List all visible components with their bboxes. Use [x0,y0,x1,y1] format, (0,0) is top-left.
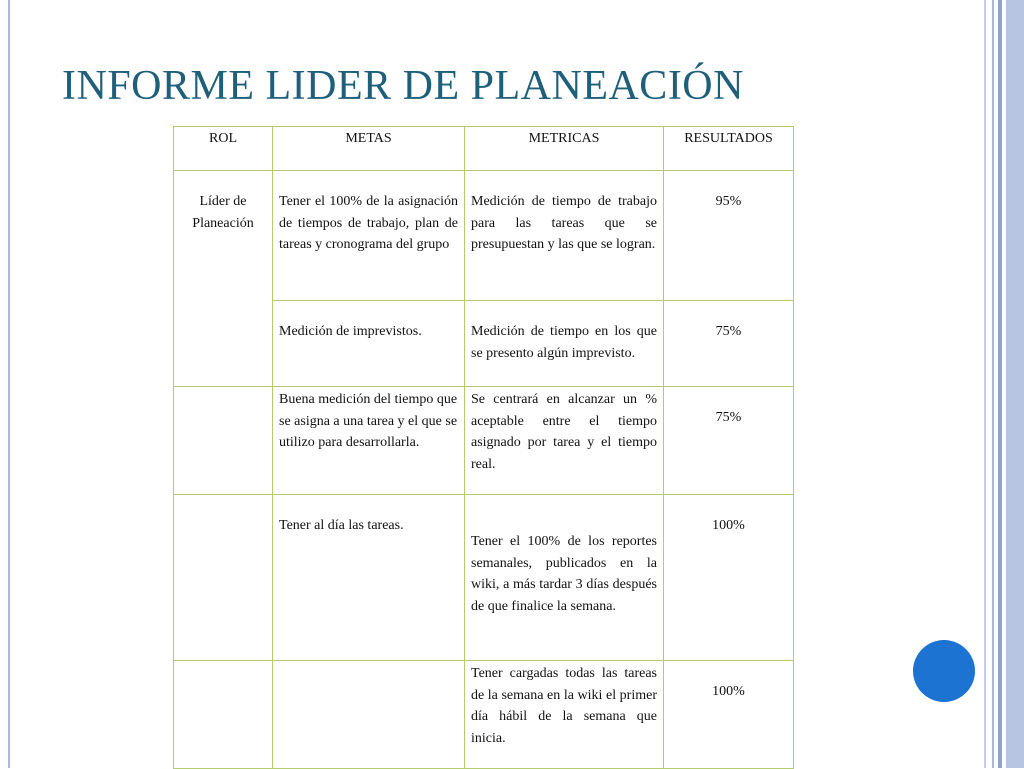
rol-cell [174,495,273,661]
header-rol: ROL [174,127,273,171]
metrica-cell: Medición de tiempo de trabajo para las tareas que se presupuestan y las que se logran. [465,171,664,301]
table-header-row [174,127,794,171]
table-row [174,661,794,769]
resultado-cell: 95% [664,171,794,301]
metrica-cell: Tener cargadas todas las tareas de la semana en la wiki el primer día hábil de la semana que inicia. [465,661,664,769]
header-metricas: METRICAS [465,127,664,171]
left-decorative-rule [8,0,10,768]
meta-cell: Tener al día las tareas. [273,495,465,661]
slide-title: INFORME LIDER DE PLANEACIÓN [62,63,744,109]
table-row [174,495,794,661]
meta-cell: Medición de imprevistos. [273,301,465,387]
header-resultados: RESULTADOS [664,127,794,171]
resultado-cell: 75% [664,301,794,387]
metrica-cell: Se centrará en alcanzar un % aceptable entre el tiempo asignado por tarea y el tiempo real. [465,387,664,495]
decorative-circle [913,640,975,702]
resultado-cell: 100% [664,661,794,769]
report-table [173,126,794,769]
resultado-cell: 75% [664,387,794,495]
meta-cell: Tener el 100% de la asignación de tiempos de trabajo, plan de tareas y cronograma del grupo [273,171,465,301]
meta-cell [273,661,465,769]
metrica-cell: Tener el 100% de los reportes semanales, publicados en la wiki, a más tardar 3 días después de que finalice la semana. [465,495,664,661]
rol-cell [174,387,273,495]
metrica-cell: Medición de tiempo en los que se presento algún imprevisto. [465,301,664,387]
right-decorative-border [978,0,1024,768]
resultado-cell: 100% [664,495,794,661]
table-row [174,171,794,301]
meta-cell: Buena medición del tiempo que se asigna a una tarea y el que se utilizo para desarrollarla. [273,387,465,495]
header-metas: METAS [273,127,465,171]
rol-cell: Líder de Planeación [174,171,273,387]
table-row [174,387,794,495]
rol-cell [174,661,273,769]
